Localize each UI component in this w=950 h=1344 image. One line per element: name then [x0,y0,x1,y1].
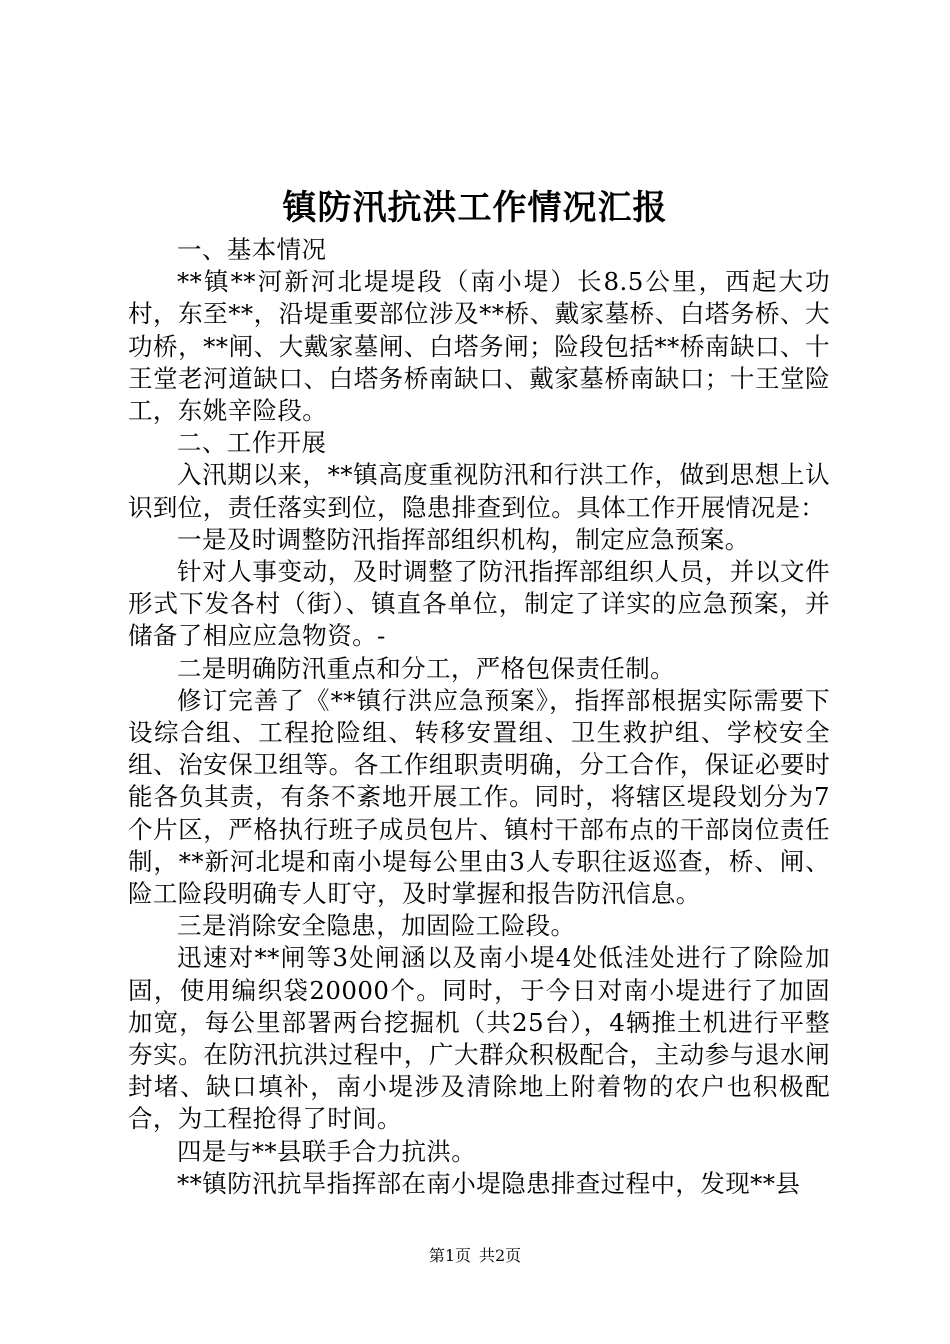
item-heading-2: 二是明确防汛重点和分工，严格包保责任制。 [177,653,675,683]
paragraph-item-3: 迅速对**闸等3处闸涵以及南小堤4处低洼处进行了除险加固，使用编织袋20000个。同时，于今日对南小堤进行了加固加宽，每公里部署两台挖掘机（共25台），4辆推土机进行平整夯实。在防汛抗洪过程中，广大群众积极配合，主动参与退水闸封堵、缺口填补，南小堤涉及清除地上附着物的农户也积极配合，为工程抢得了时间。 [128,943,830,1134]
paragraph-basic-info: **镇**河新河北堤堤段（南小堤）长8.5公里，西起大功村，东至**，沿堤重要部位涉及**桥、戴家墓桥、白塔务桥、大功桥，**闸、大戴家墓闸、白塔务闸；险段包括**桥南缺口、十王堂老河道缺口、白塔务桥南缺口、戴家墓桥南缺口；十王堂险工，东姚辛险段。 [128,267,830,426]
paragraph-item-2: 修订完善了《**镇行洪应急预案》，指挥部根据实际需要下设综合组、工程抢险组、转移安置组、卫生救护组、学校安全组、治安保卫组等。各工作组职责明确，分工合作，保证必要时能各负其责，有条不紊地开展工作。同时，将辖区堤段划分为7个片区，严格执行班子成员包片、镇村干部布点的干部岗位责任制，**新河北堤和南小堤每公里由3人专职往返巡查，桥、闸、险工险段明确专人盯守，及时掌握和报告防汛信息。 [128,685,830,909]
item-heading-4: 四是与**县联手合力抗洪。 [177,1136,477,1166]
page-footer [0,1245,950,1267]
document-body [128,234,830,1200]
paragraph-item-4: **镇防汛抗旱指挥部在南小堤隐患排查过程中，发现**县 [177,1168,801,1198]
page-total: 共2页 [479,1246,522,1265]
item-heading-3: 三是消除安全隐患，加固险工险段。 [177,911,576,941]
section-heading-basic: 一、基本情况 [177,235,327,264]
paragraph-work-intro: 入汛期以来，**镇高度重视防汛和行洪工作，做到思想上认识到位，责任落实到位，隐患排查到位。具体工作开展情况是： [128,460,830,522]
section-heading-work: 二、工作开展 [177,428,327,458]
item-heading-1: 一是及时调整防汛指挥部组织机构，制定应急预案。 [177,524,750,554]
page-number: 第1页 [428,1246,471,1265]
document-title: 镇防汛抗洪工作情况汇报 [282,188,668,228]
paragraph-item-1: 针对人事变动，及时调整了防汛指挥部组织人员，并以文件形式下发各村（街）、镇直各单位，制定了详实的应急预案，并储备了相应应急物资。- [128,557,830,651]
